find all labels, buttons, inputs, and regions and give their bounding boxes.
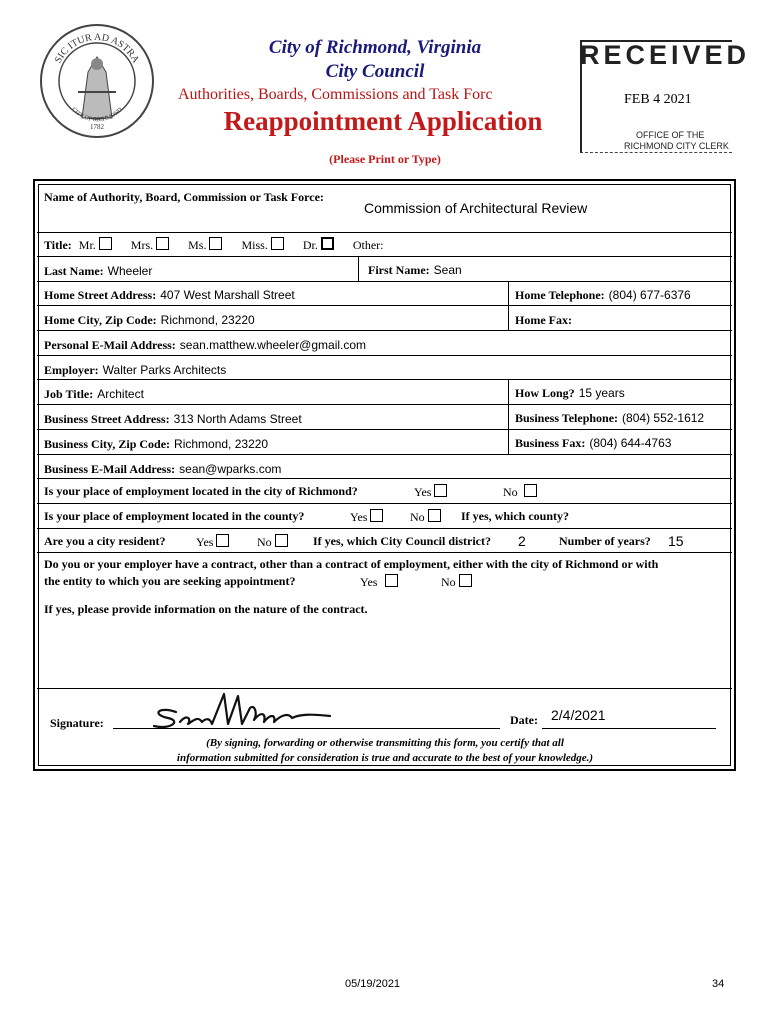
contract-question-line1: Do you or your employer have a contract, other than a contract of employment, either with the city of Richmond or with bbox=[44, 557, 659, 571]
q-county-no-label: No bbox=[410, 510, 425, 524]
employer-label: Employer: bbox=[44, 363, 99, 377]
job-title-value[interactable]: Architect bbox=[97, 387, 144, 401]
biz-street-row bbox=[44, 410, 302, 428]
q-county-yes-label: Yes bbox=[350, 510, 368, 524]
title-row bbox=[44, 237, 383, 253]
q-city-yes-checkbox[interactable] bbox=[434, 484, 447, 497]
signature-label: Signature: bbox=[50, 716, 104, 730]
contract-question-line2: the entity to which you are seeking appointment? bbox=[44, 574, 296, 588]
authority-label: Name of Authority, Board, Commission or Task Force: bbox=[44, 190, 324, 204]
last-name-label: Last Name: bbox=[44, 264, 104, 278]
mr-checkbox[interactable] bbox=[99, 237, 112, 250]
title-other-label: Other: bbox=[352, 238, 384, 252]
contract-no-label: No bbox=[441, 575, 456, 589]
dr-checkbox[interactable] bbox=[321, 237, 334, 250]
print-instruction: (Please Print or Type) bbox=[329, 152, 441, 166]
q-county-label: Is your place of employment located in the county? bbox=[44, 509, 305, 523]
first-name-label: First Name: bbox=[368, 263, 430, 277]
q-city-yes-label: Yes bbox=[414, 485, 432, 499]
stamp-office: OFFICE OF THE bbox=[636, 130, 705, 140]
q-years-value[interactable]: 15 bbox=[668, 533, 684, 549]
biz-email-row bbox=[44, 460, 281, 478]
q-county-which: If yes, which county? bbox=[461, 509, 570, 523]
how-long-label: How Long? bbox=[515, 386, 575, 400]
seal-year: 1782 bbox=[90, 123, 104, 131]
q-resident-no-label: No bbox=[257, 535, 272, 549]
contract-no-checkbox[interactable] bbox=[459, 574, 472, 587]
received-text: RECEIVED bbox=[580, 40, 751, 70]
q-district-label: If yes, which City Council district? bbox=[313, 534, 491, 548]
miss-checkbox[interactable] bbox=[271, 237, 284, 250]
biz-email-value[interactable]: sean@wparks.com bbox=[179, 462, 282, 476]
stamp-clerk: RICHMOND CITY CLERK bbox=[624, 141, 729, 151]
q-years-label: Number of years? bbox=[559, 534, 651, 548]
employer-row bbox=[44, 361, 226, 379]
title-option-miss: Miss. bbox=[241, 238, 268, 252]
received-date: FEB 4 2021 bbox=[624, 92, 692, 107]
q-city-label: Is your place of employment located in the city of Richmond? bbox=[44, 484, 358, 498]
q-city-yes bbox=[414, 484, 447, 500]
q-resident-label: Are you a city resident? bbox=[44, 534, 166, 548]
email-row bbox=[44, 336, 366, 354]
home-fax-label: Home Fax: bbox=[515, 313, 572, 327]
date-value[interactable]: 2/4/2021 bbox=[551, 707, 606, 723]
home-fax-row bbox=[515, 311, 572, 329]
authority-value[interactable]: Commission of Architectural Review bbox=[364, 200, 588, 216]
biz-phone-label: Business Telephone: bbox=[515, 411, 619, 425]
q-county-yes-checkbox[interactable] bbox=[370, 509, 383, 522]
title-option-dr: Dr. bbox=[302, 238, 318, 252]
contract-no bbox=[441, 574, 472, 590]
q-county-yes bbox=[350, 509, 383, 525]
q-county-no bbox=[410, 509, 441, 525]
home-street-value[interactable]: 407 West Marshall Street bbox=[160, 288, 295, 302]
q-resident-yes-label: Yes bbox=[196, 535, 214, 549]
footer-date: 05/19/2021 bbox=[345, 978, 401, 990]
q-city-no-checkbox[interactable] bbox=[524, 484, 537, 497]
seal-city: CITY OF RICHMOND bbox=[70, 106, 124, 124]
home-phone-row bbox=[515, 286, 691, 304]
title-option-mrs: Mrs. bbox=[130, 238, 154, 252]
biz-city-value[interactable]: Richmond, 23220 bbox=[174, 437, 269, 451]
biz-city-row bbox=[44, 435, 268, 453]
seal-motto: SIC ITUR AD ASTRA bbox=[52, 31, 142, 66]
q-resident-yes bbox=[196, 534, 229, 550]
q-county-no-checkbox[interactable] bbox=[428, 509, 441, 522]
job-title-label: Job Title: bbox=[44, 387, 94, 401]
biz-street-value[interactable]: 313 North Adams Street bbox=[173, 412, 302, 426]
contract-yes-checkbox[interactable] bbox=[385, 574, 398, 587]
employer-value[interactable]: Walter Parks Architects bbox=[102, 363, 227, 377]
biz-phone-row bbox=[515, 409, 704, 427]
home-street-label: Home Street Address: bbox=[44, 288, 157, 302]
home-city-label: Home City, Zip Code: bbox=[44, 313, 157, 327]
biz-city-label: Business City, Zip Code: bbox=[44, 437, 171, 451]
ms-checkbox[interactable] bbox=[209, 237, 222, 250]
email-value[interactable]: sean.matthew.wheeler@gmail.com bbox=[179, 338, 367, 352]
q-resident-no-checkbox[interactable] bbox=[275, 534, 288, 547]
signature-image bbox=[140, 684, 340, 734]
contract-info-label: If yes, please provide information on the nature of the contract. bbox=[44, 602, 368, 616]
biz-fax-label: Business Fax: bbox=[515, 436, 586, 450]
email-label: Personal E-Mail Address: bbox=[44, 338, 176, 352]
q-resident-yes-checkbox[interactable] bbox=[216, 534, 229, 547]
page-number: 34 bbox=[712, 978, 725, 990]
home-phone-value[interactable]: (804) 677-6376 bbox=[608, 288, 691, 302]
home-phone-label: Home Telephone: bbox=[515, 288, 605, 302]
last-name-value[interactable]: Wheeler bbox=[107, 264, 153, 278]
home-street-row bbox=[44, 286, 295, 304]
how-long-value[interactable]: 15 years bbox=[578, 386, 625, 400]
biz-phone-value[interactable]: (804) 552-1612 bbox=[622, 411, 705, 425]
q-district-value[interactable]: 2 bbox=[518, 533, 526, 549]
header-council: City Council bbox=[325, 61, 425, 82]
header-subtitle: Authorities, Boards, Commissions and Task Forc bbox=[178, 86, 493, 103]
first-name-row bbox=[368, 261, 462, 279]
last-name-row bbox=[44, 262, 152, 280]
biz-street-label: Business Street Address: bbox=[44, 412, 170, 426]
biz-email-label: Business E-Mail Address: bbox=[44, 462, 176, 476]
contract-yes bbox=[360, 574, 398, 590]
q-resident-no bbox=[257, 534, 288, 550]
title-label: Title: bbox=[44, 238, 72, 252]
q-city-no bbox=[503, 484, 537, 500]
home-city-value[interactable]: Richmond, 23220 bbox=[160, 313, 255, 327]
received-stamp bbox=[576, 40, 751, 152]
job-title-row bbox=[44, 385, 144, 403]
certification-line2: information submitted for consideration is true and accurate to the best of your knowledge.) bbox=[176, 752, 594, 764]
title-option-mr: Mr. bbox=[78, 238, 96, 252]
how-long-row bbox=[515, 384, 625, 402]
city-seal bbox=[38, 22, 156, 140]
contract-yes-label: Yes bbox=[360, 575, 378, 589]
home-city-row bbox=[44, 311, 255, 329]
mrs-checkbox[interactable] bbox=[156, 237, 169, 250]
q-city-no-label: No bbox=[503, 485, 518, 499]
biz-fax-row bbox=[515, 434, 671, 452]
date-label: Date: bbox=[510, 713, 538, 727]
biz-fax-value[interactable]: (804) 644-4763 bbox=[589, 436, 672, 450]
title-option-ms: Ms. bbox=[188, 238, 207, 252]
certification-line1: (By signing, forwarding or otherwise transmitting this form, you certify that all bbox=[206, 737, 564, 749]
header-city: City of Richmond, Virginia bbox=[268, 37, 482, 58]
page-title: Reappointment Application bbox=[223, 106, 543, 136]
first-name-value[interactable]: Sean bbox=[433, 263, 462, 277]
